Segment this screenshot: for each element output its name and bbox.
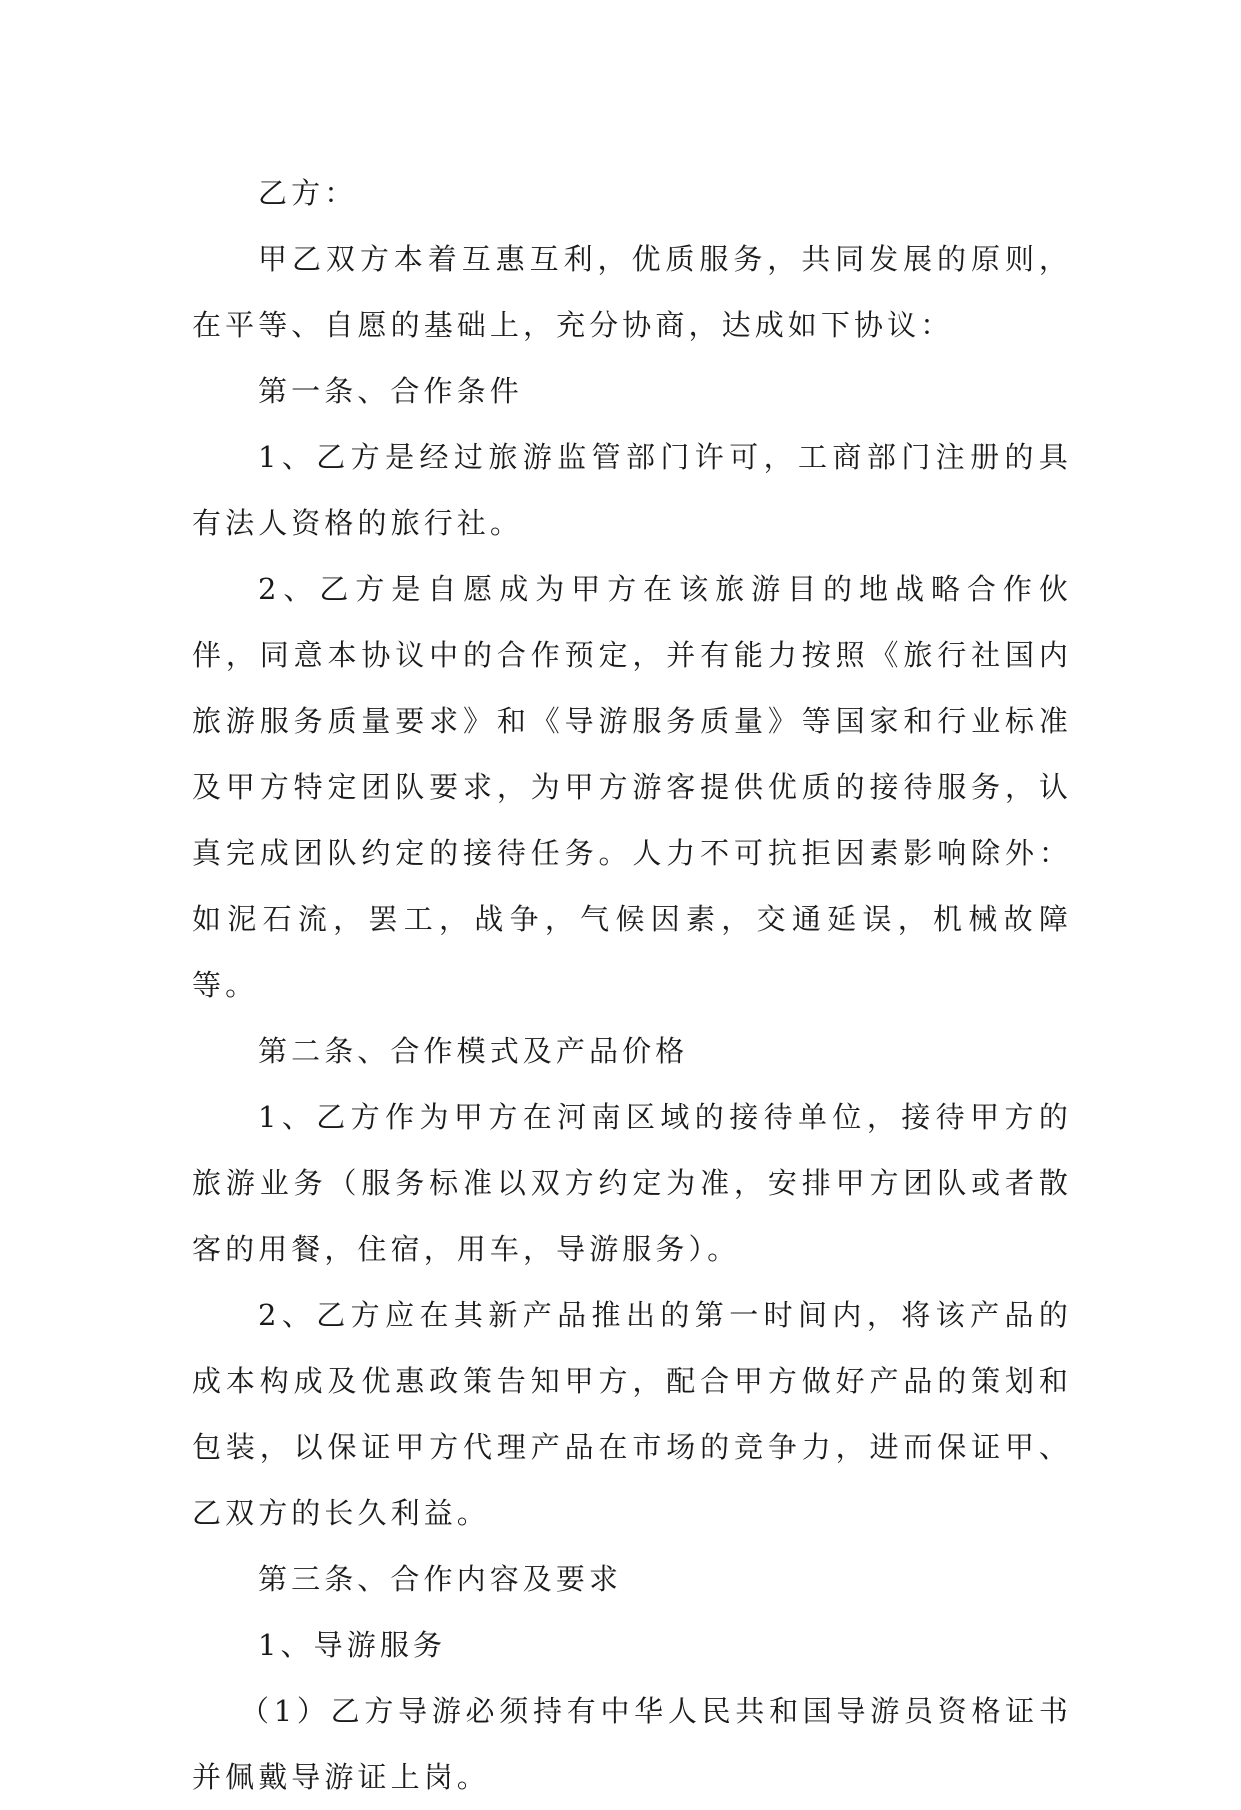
article-2-item-1: 1、乙方作为甲方在河南区域的接待单位，接待甲方的旅游业务（服务标准以双方约定为准，安排甲方团队或者散客的用餐，住宿，用车，导游服务）。 <box>192 1100 1072 1266</box>
party-b-label: 乙方： <box>258 176 358 210</box>
article-3-item-1: 1、导游服务 <box>258 1628 447 1662</box>
article-1-item-1: 1、乙方是经过旅游监管部门许可，工商部门注册的具有法人资格的旅行社。 <box>192 440 1072 540</box>
article-3-heading: 第三条、合作内容及要求 <box>258 1562 623 1596</box>
article-2-item-2: 2、乙方应在其新产品推出的第一时间内，将该产品的成本构成及优惠政策告知甲方，配合甲方做好产品的策划和包装，以保证甲方代理产品在市场的竞争力，进而保证甲、乙双方的长久利益。 <box>192 1298 1072 1530</box>
article-1-item-2: 2、乙方是自愿成为甲方在该旅游目的地战略合作伙伴，同意本协议中的合作预定，并有能力按照《旅行社国内旅游服务质量要求》和《导游服务质量》等国家和行业标准及甲方特定团队要求，为甲方游客提供优质的接待服务，认真完成团队约定的接待任务。人力不可抗拒因素影响除外：如泥石流，罢工，战争，气候因素，交通延误，机械故障等。 <box>192 572 1072 1002</box>
article-2-heading: 第二条、合作模式及产品价格 <box>258 1034 689 1068</box>
document-body <box>192 160 1072 1810</box>
preamble-paragraph: 甲乙双方本着互惠互利，优质服务，共同发展的原则，在平等、自愿的基础上，充分协商，达成如下协议： <box>192 242 1072 342</box>
article-3-item-1-sub-1: （1）乙方导游必须持有中华人民共和国导游员资格证书并佩戴导游证上岗。 <box>192 1694 1072 1794</box>
article-1-heading: 第一条、合作条件 <box>258 374 523 408</box>
